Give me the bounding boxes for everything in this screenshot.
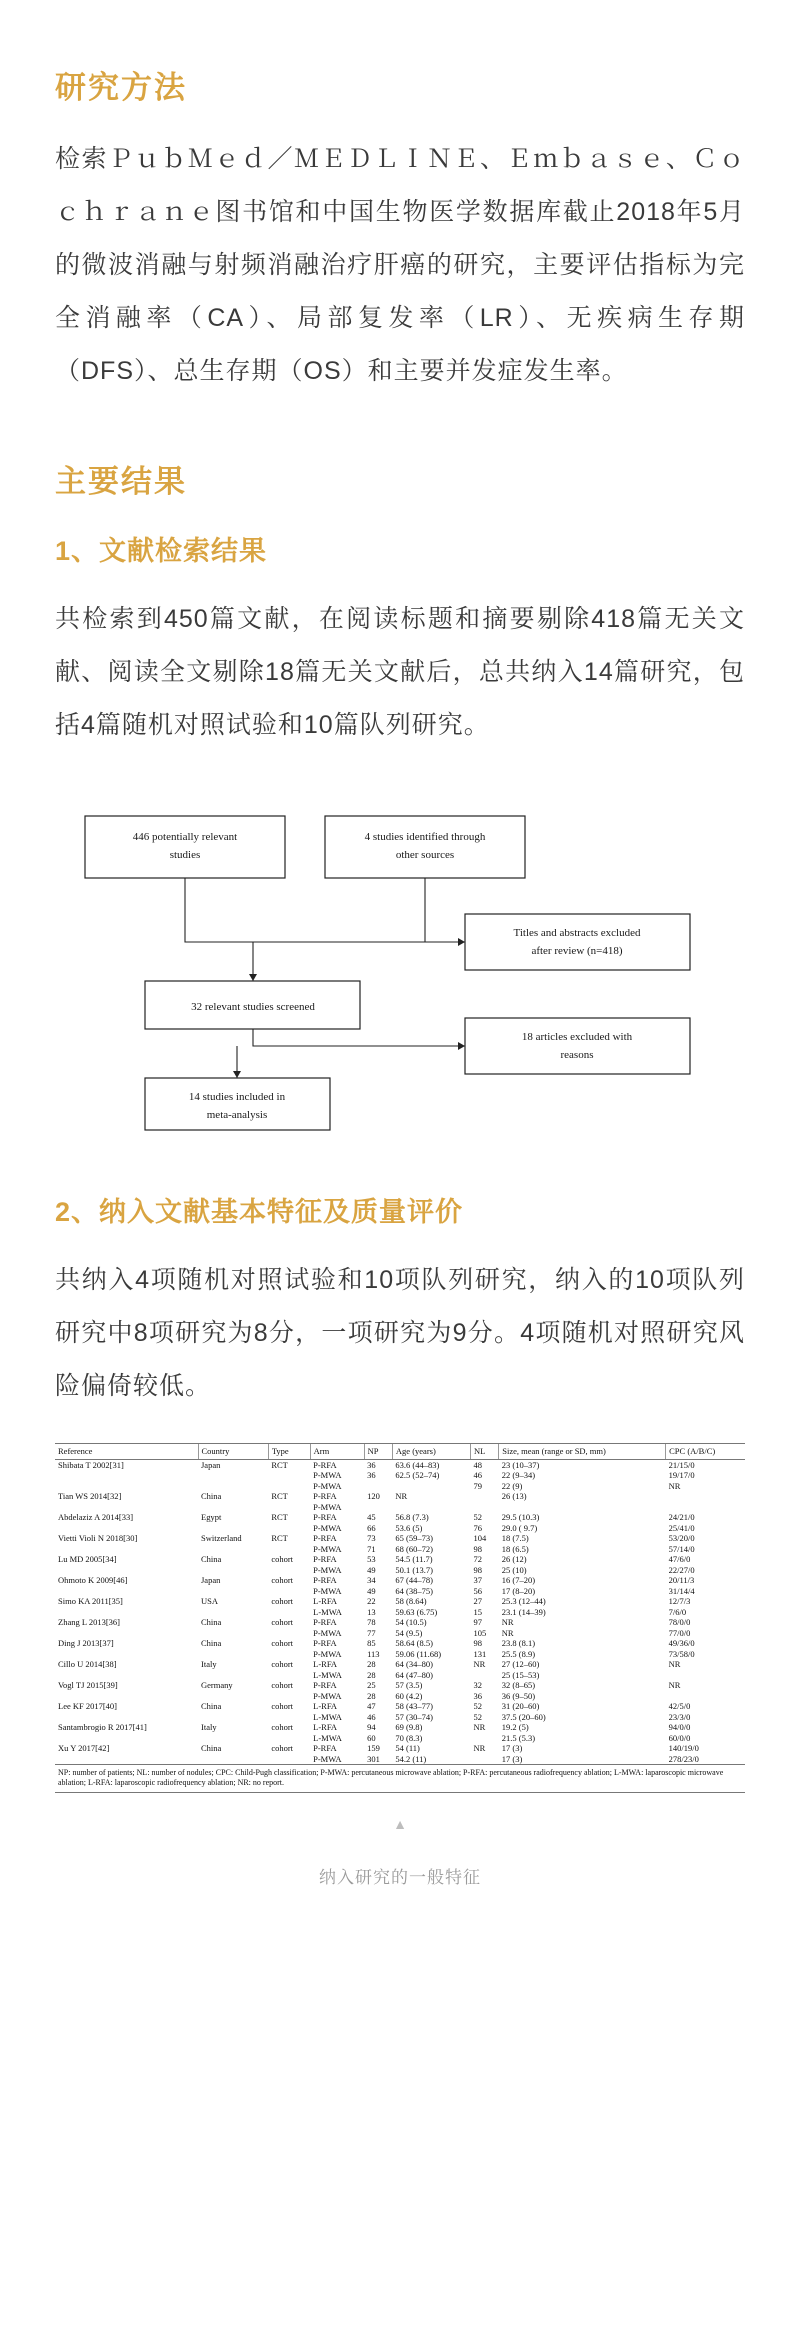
cell-age: 67 (44–78) 64 (38–75) <box>395 1575 433 1596</box>
cell-reference: Vogl TJ 2015[39] <box>58 1680 118 1690</box>
cell-country: Italy <box>201 1659 217 1669</box>
table-row <box>55 1533 745 1554</box>
cell-type: RCT <box>271 1491 288 1501</box>
cell-country: Japan <box>201 1459 221 1470</box>
cell-arm: P-RFA P-MWA <box>313 1617 342 1638</box>
cell-age: 65 (59–73) 68 (60–72) <box>395 1533 433 1554</box>
cell-np: 34 49 <box>367 1575 376 1596</box>
cell-cpc: 78/0/0 77/0/0 <box>668 1617 691 1638</box>
table-row <box>55 1638 745 1659</box>
cell-np: 73 71 <box>367 1533 376 1554</box>
col-nl: NL <box>470 1444 498 1459</box>
cell-age: 58.64 (8.5) 59.06 (11.68) <box>395 1638 442 1659</box>
cell-arm: L-RFA L-MWA <box>313 1596 342 1617</box>
cell-type: cohort <box>271 1701 294 1711</box>
col-age: Age (years) <box>392 1444 470 1459</box>
table-row <box>55 1680 745 1701</box>
cell-arm: P-RFA P-MWA <box>313 1680 342 1701</box>
cell-nl: 37 56 <box>473 1575 482 1596</box>
cell-cpc: NR <box>668 1680 681 1690</box>
flow-box-included <box>145 1078 330 1130</box>
cell-age: 54 (11) 54.2 (11) <box>395 1743 427 1764</box>
cell-country: Egypt <box>201 1512 222 1522</box>
subsection-1-heading: 1、文献检索结果 <box>55 536 268 566</box>
cell-np: 53 49 <box>367 1554 376 1575</box>
flow-box-potentially-relevant <box>85 816 285 878</box>
cell-country: Switzerland <box>201 1533 242 1543</box>
cell-cpc: 42/5/0 23/3/0 <box>668 1701 691 1722</box>
table-row <box>55 1596 745 1617</box>
cell-size: 23 (10–37) 22 (9–34) 22 (9) <box>501 1459 540 1491</box>
cell-country: China <box>201 1617 222 1627</box>
cell-age: 58 (43–77) 57 (30–74) <box>395 1701 433 1722</box>
cell-nl: 72 98 <box>473 1554 482 1575</box>
cell-cpc: 140/19/0 278/23/0 <box>668 1743 699 1764</box>
cell-arm: L-RFA L-MWA <box>313 1701 342 1722</box>
subsection-2-heading: 2、纳入文献基本特征及质量评价 <box>55 1197 464 1227</box>
cell-type: RCT <box>271 1533 288 1543</box>
cell-type: cohort <box>271 1638 294 1648</box>
cell-nl: 32 36 <box>473 1680 482 1701</box>
cell-type: cohort <box>271 1722 294 1732</box>
cell-np: 120 <box>367 1491 380 1501</box>
col-type: Type <box>268 1444 310 1459</box>
table-row <box>55 1701 745 1722</box>
cell-country: China <box>201 1638 222 1648</box>
cell-arm: P-RFA P-MWA <box>313 1533 342 1554</box>
cell-country: China <box>201 1743 222 1753</box>
cell-reference: Cillo U 2014[38] <box>58 1659 117 1669</box>
study-characteristics-table <box>55 1443 745 1793</box>
cell-type: cohort <box>271 1659 294 1669</box>
flow-label-included-line1: 14 studies included in <box>188 1091 286 1103</box>
cell-type: cohort <box>271 1617 294 1627</box>
table-header-row <box>55 1444 745 1459</box>
cell-reference: Zhang L 2013[36] <box>58 1617 121 1627</box>
subsection-2-body: 共纳入4项随机对照试验和10项队列研究，纳入的10项队列研究中8项研究为8分，一项研究为9分。4项随机对照研究风险偏倚较低。 <box>55 1266 745 1400</box>
cell-nl: 27 15 <box>473 1596 482 1617</box>
cell-size: 26 (12) 25 (10) <box>501 1554 527 1575</box>
table-row <box>55 1491 745 1512</box>
cell-reference: Xu Y 2017[42] <box>58 1743 110 1753</box>
cell-nl: NR <box>473 1743 486 1753</box>
table-row <box>55 1722 745 1743</box>
cell-nl: NR <box>473 1659 486 1669</box>
cell-country: China <box>201 1701 222 1711</box>
cell-size: 16 (7–20) 17 (8–20) <box>501 1575 536 1596</box>
col-reference: Reference <box>55 1444 198 1459</box>
cell-age: 54.5 (11.7) 50.1 (13.7) <box>395 1554 433 1575</box>
cell-country: Japan <box>201 1575 221 1585</box>
col-cpc: CPC (A/B/C) <box>666 1444 745 1459</box>
cell-nl: 98 131 <box>473 1638 487 1659</box>
cell-size: 32 (8–65) 36 (9–50) <box>501 1680 536 1701</box>
table-row <box>55 1659 745 1680</box>
table-footnote: NP: number of patients; NL: number of nodules; CPC: Child-Pugh classification; P-MWA: percutaneous microwave ablation; P-RFA: percutaneous radiofrequency ablation; L-MWA: laparoscopic microwave ablation; L-RFA: laparoscopic radiofrequency ablation; NR: no report. <box>55 1764 745 1792</box>
cell-arm: L-RFA L-MWA <box>313 1659 342 1680</box>
cell-arm: P-RFA P-MWA P-MWA <box>313 1459 342 1491</box>
col-arm: Arm <box>310 1444 364 1459</box>
cell-type: cohort <box>271 1743 294 1753</box>
cell-type: RCT <box>271 1512 288 1522</box>
cell-reference: Lu MD 2005[34] <box>58 1554 117 1564</box>
cell-country: Italy <box>201 1722 217 1732</box>
cell-arm: P-RFA P-MWA <box>313 1491 342 1512</box>
cell-size: NR NR <box>501 1617 514 1638</box>
cell-size: 29.5 (10.3) 29.0 ( 9.7) <box>501 1512 540 1533</box>
cell-cpc: 20/11/3 31/14/4 <box>668 1575 695 1596</box>
table-row <box>55 1617 745 1638</box>
cell-reference: Lee KF 2017[40] <box>58 1701 118 1711</box>
cell-arm: P-RFA P-MWA <box>313 1575 342 1596</box>
cell-cpc: 53/20/0 57/14/0 <box>668 1533 695 1554</box>
cell-nl: 97 105 <box>473 1617 487 1638</box>
table-body <box>55 1459 745 1764</box>
prisma-flowchart <box>55 788 745 1160</box>
cell-np: 45 66 <box>367 1512 376 1533</box>
flow-box-other-sources <box>325 816 525 878</box>
cell-cpc: 24/21/0 25/41/0 <box>668 1512 695 1533</box>
cell-reference: Simo KA 2011[35] <box>58 1596 123 1606</box>
cell-age: 63.6 (44–83) 62.5 (52–74) <box>395 1459 440 1480</box>
cell-cpc: 21/15/0 19/17/0 NR <box>668 1459 695 1491</box>
cell-type: RCT <box>271 1459 288 1470</box>
cell-cpc: NR <box>668 1659 681 1669</box>
cell-nl <box>470 1491 498 1512</box>
cell-np: 85 113 <box>367 1638 380 1659</box>
cell-reference: Abdelaziz A 2014[33] <box>58 1512 134 1522</box>
cell-country: USA <box>201 1596 219 1606</box>
cell-size: 23.8 (8.1) 25.5 (8.9) <box>501 1638 536 1659</box>
flow-box-articles-excluded <box>465 1018 690 1074</box>
cell-age: NR <box>395 1491 408 1501</box>
cell-size: 19.2 (5) 21.5 (5.3) <box>501 1722 536 1743</box>
cell-nl: NR <box>473 1722 486 1732</box>
col-size: Size, mean (range or SD, mm) <box>499 1444 666 1459</box>
cell-np: 47 46 <box>367 1701 376 1722</box>
cell-np: 22 13 <box>367 1596 376 1617</box>
flow-label-titles-excluded-line1: Titles and abstracts excluded <box>513 927 641 939</box>
cell-arm: L-RFA L-MWA <box>313 1722 342 1743</box>
cell-age: 57 (3.5) 60 (4.2) <box>395 1680 423 1701</box>
flow-label-articles-excluded-line1: 18 articles excluded with <box>521 1031 633 1043</box>
flow-label-potentially-relevant-line1: 446 potentially relevant <box>132 831 238 843</box>
cell-age: 54 (10.5) 54 (9.5) <box>395 1617 427 1638</box>
flow-label-titles-excluded-line2: after review (n=418) <box>531 945 623 957</box>
results-heading: 主要结果 <box>55 464 187 499</box>
col-country: Country <box>198 1444 268 1459</box>
cell-arm: P-RFA P-MWA <box>313 1743 342 1764</box>
cell-size: 26 (13) <box>501 1491 527 1501</box>
cell-age: 69 (9.8) 70 (8.3) <box>395 1722 423 1743</box>
cell-reference: Shibata T 2002[31] <box>58 1459 124 1470</box>
flow-label-other-sources-line1: 4 studies identified through <box>364 831 486 843</box>
cell-reference: Vietti Violi N 2018[30] <box>58 1533 138 1543</box>
cell-nl: 48 46 79 <box>473 1459 482 1491</box>
flow-label-articles-excluded-line2: reasons <box>560 1049 594 1061</box>
cell-country: Germany <box>201 1680 233 1690</box>
cell-size: 27 (12–60) 25 (15–53) <box>501 1659 540 1680</box>
cell-np: 94 60 <box>367 1722 376 1743</box>
cell-age: 56.8 (7.3) 53.6 (5) <box>395 1512 429 1533</box>
cell-size: 31 (20–60) 37.5 (20–60) <box>501 1701 546 1722</box>
flow-label-potentially-relevant-line2: studies <box>169 849 201 861</box>
cell-size: 18 (7.5) 18 (6.5) <box>501 1533 529 1554</box>
cell-country: China <box>201 1554 222 1564</box>
cell-age: 64 (34–80) 64 (47–80) <box>395 1659 433 1680</box>
cell-nl: 104 98 <box>473 1533 487 1554</box>
cell-np: 28 28 <box>367 1659 376 1680</box>
cell-arm: P-RFA P-MWA <box>313 1554 342 1575</box>
methods-heading: 研究方法 <box>55 70 187 105</box>
flow-label-relevant-screened: 32 relevant studies screened <box>191 1001 315 1013</box>
cell-reference: Ohmoto K 2009[46] <box>58 1575 128 1585</box>
cell-reference: Tian WS 2014[32] <box>58 1491 122 1501</box>
cell-cpc: 47/6/0 22/27/0 <box>668 1554 695 1575</box>
flowchart-svg <box>65 806 755 1146</box>
cell-np: 159 301 <box>367 1743 380 1764</box>
cell-type: cohort <box>271 1554 294 1564</box>
cell-type: cohort <box>271 1680 294 1690</box>
flow-box-titles-excluded <box>465 914 690 970</box>
table-row <box>55 1512 745 1533</box>
cell-reference: Ding J 2013[37] <box>58 1638 114 1648</box>
cell-np: 36 36 <box>367 1459 376 1480</box>
flow-label-other-sources-line2: other sources <box>395 849 455 861</box>
cell-cpc: 49/36/0 73/58/0 <box>668 1638 695 1659</box>
cell-arm: P-RFA P-MWA <box>313 1512 342 1533</box>
cell-age: 58 (8.64) 59.63 (6.75) <box>395 1596 438 1617</box>
cell-np: 78 77 <box>367 1617 376 1638</box>
cell-cpc <box>666 1491 745 1512</box>
cell-cpc: 94/0/0 60/0/0 <box>668 1722 691 1743</box>
table-row <box>55 1554 745 1575</box>
cell-nl: 52 52 <box>473 1701 482 1722</box>
cell-country: China <box>201 1491 222 1501</box>
figure-caption: 纳入研究的一般特征 <box>319 1868 481 1887</box>
table-row <box>55 1743 745 1764</box>
cell-size: 25.3 (12–44) 23.1 (14–39) <box>501 1596 546 1617</box>
cell-size: 17 (3) 17 (3) <box>501 1743 523 1764</box>
cell-nl: 52 76 <box>473 1512 482 1533</box>
flow-label-included-line2: meta-analysis <box>206 1109 268 1121</box>
subsection-1-body: 共检索到450篇文献，在阅读标题和摘要剔除418篇无关文献、阅读全文剔除18篇无关文献后，总共纳入14篇研究，包括4篇随机对照试验和10篇队列研究。 <box>55 605 745 739</box>
table-element <box>55 1444 745 1764</box>
cell-type: cohort <box>271 1575 294 1585</box>
cell-arm: P-RFA P-MWA <box>313 1638 342 1659</box>
cell-np: 25 28 <box>367 1680 376 1701</box>
table-row <box>55 1459 745 1491</box>
table-row <box>55 1575 745 1596</box>
cell-reference: Santambrogio R 2017[41] <box>58 1722 147 1732</box>
col-np: NP <box>364 1444 392 1459</box>
methods-body: 检索ＰｕｂＭｅｄ／ＭＥＤＬＩＮＥ、Ｅｍｂａｓｅ、Ｃｏｃｈｒａｎｅ图书馆和中国生物医学数据库截止2018年5月的微波消融与射频消融治疗肝癌的研究，主要评估指标为完全消融率（CA）、局部复发率（LR）、无疾病生存期（DFS）、总生存期（OS）和主要并发症发生率。 <box>55 145 745 385</box>
cell-type: cohort <box>271 1596 294 1606</box>
caret-icon: ▲ <box>393 1816 407 1832</box>
cell-cpc: 12/7/3 7/6/0 <box>668 1596 691 1617</box>
